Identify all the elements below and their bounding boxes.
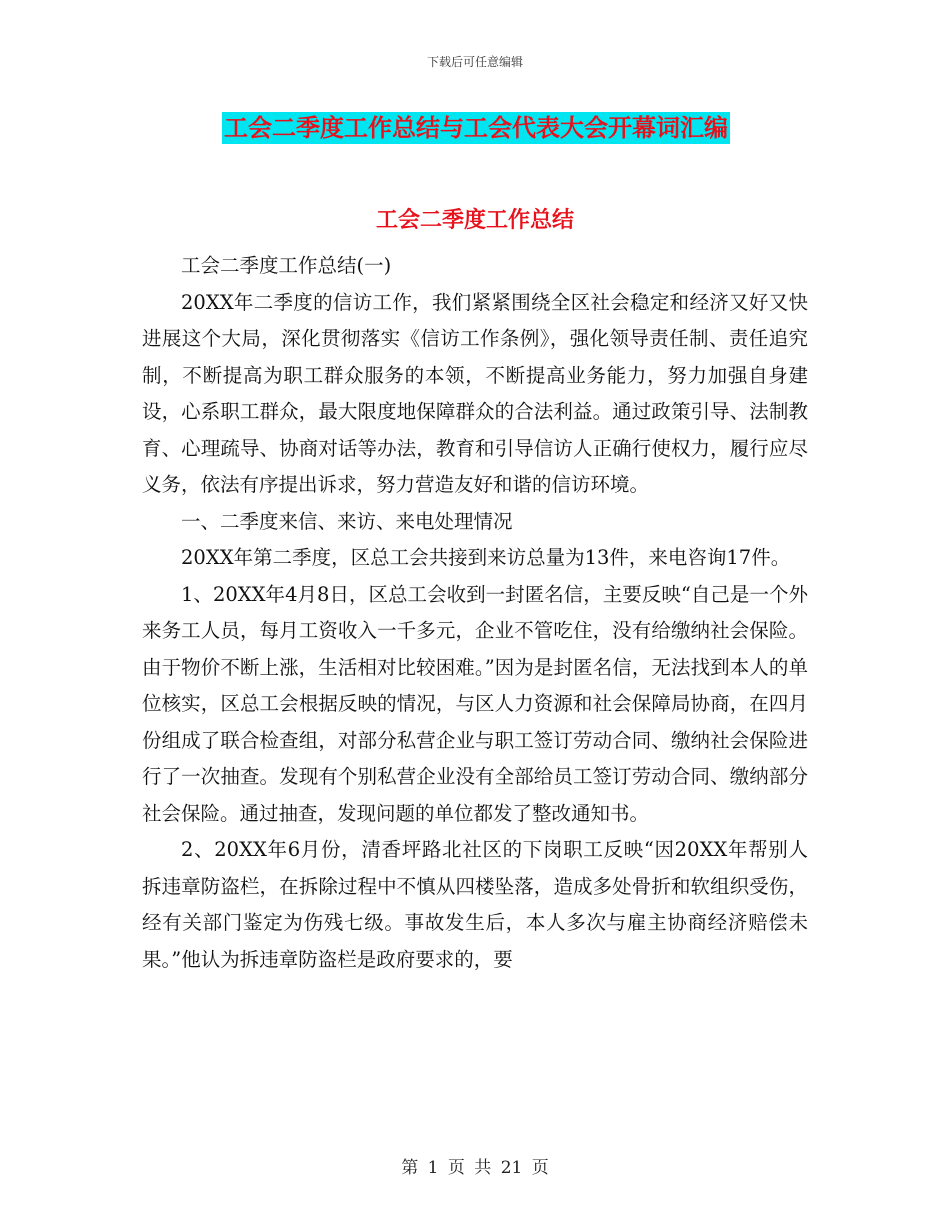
paragraph-item-1: 1、20XX年4月8日，区总工会收到一封匿名信，主要反映“自己是一个外来务工人员，每月工资收入一千多元，企业不管吃住，没有给缴纳社会保险。由于物价不断上涨，生活相对比较困难。”因为是封匿名信，无法找到本人的单位核实，区总工会根据反映的情况，与区人力资源和社会保障局协商，在四月份组成了联合检查组，对部分私营企业与职工签订劳动合同、缴纳社会保险进行了一次抽查。发现有个别私营企业没有全部给员工签订劳动合同、缴纳部分社会保险。通过抽查，发现问题的单位都发了整改通知书。 [142, 582, 808, 825]
document-body [142, 248, 808, 978]
paragraph-subtitle: 工会二季度工作总结(一) [181, 254, 392, 277]
paragraph-summary: 20XX年第二季度，区总工会共接到来访总量为13件，来电咨询17件。 [181, 546, 791, 569]
header-note: 下载后可任意编辑 [426, 55, 523, 69]
paragraph-intro: 20XX年二季度的信访工作，我们紧紧围绕全区社会稳定和经济又好又快进展这个大局，深化贯彻落实《信访工作条例》，强化领导责任制、责任追究制，不断提高为职工群众服务的本领，不断提高业务能力，努力加强自身建设，心系职工群众，最大限度地保障群众的合法利益。通过政策引导、法制教育、心理疏导、协商对话等办法，教育和引导信访人正确行使权力，履行应尽义务，依法有序提出诉求，努力营造友好和谐的信访环境。 [142, 290, 808, 496]
paragraph-item-2: 2、20XX年6月份，清香坪路北社区的下岗职工反映“因20XX年帮别人拆违章防盗栏，在拆除过程中不慎从四楼坠落，造成多处骨折和软组织受伤，经有关部门鉴定为伤残七级。事故发生后，本人多次与雇主协商经济赔偿未果。”他认为拆违章防盗栏是政府要求的，要 [142, 838, 808, 971]
page-number-footer: 第 1 页 共 21 页 [401, 1158, 549, 1178]
document-main-title: 工会二季度工作总结与工会代表大会开幕词汇编 [224, 114, 728, 142]
section-title: 工会二季度工作总结 [375, 208, 574, 233]
paragraph-heading-1: 一、二季度来信、来访、来电处理情况 [181, 509, 513, 533]
